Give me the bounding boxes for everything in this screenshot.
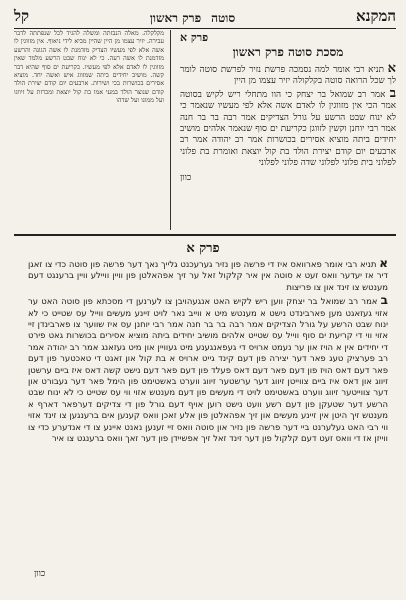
translation-paragraph — [28, 295, 388, 444]
header-tractate: סוטה — [211, 11, 236, 25]
tractate-title: מסכת סוטה פרק ראשון — [232, 45, 344, 59]
mishna-text — [180, 63, 396, 170]
mishna-paragraph-2: אמר רב שמואל בר יצחק כי הוו מתחלי ריש לקיש בסוטה אמר הכי אין מזווגין לו לאדם אשה אלא לפי מעשיו שנאמר כי לא ינוח שבט הרשע על גורל הצדיקים אמר רבה בר בר חנה אמר רבי יוחנן וקשין לזווגן כקריעת ים סוף שנאמר אלהים מושיב יחידים ביתה מוציא אסירים בכושרות אמר רב יהודה אמר רב ארבעים יום קודם יצירת הולד בת קול יוצאת ואומרת בת פלוני לפלוני בית פלוני לפלוני שדה פלוני לפלוני — [180, 89, 396, 169]
column-divider — [170, 30, 171, 230]
translation-paragraph-2: אמר רב שמואל בר יצחק ווען ריש לקיש האט אנגעהויבן צו לערנען די מסכתא פון סוטה האט ער אזוי געזאגט מען פארבינדט נישט א מענטש מיט א ווייב נאר לויט זיינע מעשים ווייל עס שטייט כי לא ינוח שבט הרשע על גורל הצדיקים אמר רבה בר בר חנה אמר רבי יוחנן עס איז שווער צו פארבינדן זיי אזוי ווי די קריעת ים סוף ווייל עס שטייט אלהים מושיב יחידים ביתה מוציא אסירים בכושרות גאט פירט די יחידים אין א הויז און ער נעמט ארויס די געפאנגענע מיט געוויין און מיט געזאנג אמר רב יהודה אמר רב פערציק טעג פאר דער יצירה פון דעם קינד גייט ארויס א בת קול און זאגט די טאכטער פון דעם פאר דעם דאס הויז פון דעם פאר דעם דאס פעלד פון דעם פאר דעם נישט קשה דאס איז ביים ערשטן זיווג און דאס איז ביים צווייטן זיווג דער ערשטער זיווג ווערט באשטימט פון הימל פאר דער געבורט און דער צווייטער זיווג ווערט באשטימט לויט די מעשים פון דעם מענטש אזוי ווי עס שטייט כי לא ינוח שבט הרשע דער שטעקן פון דעם רשע וועט נישט רוען אויף דעם גורל פון די צדיקים דערפאר דארף א מענטש זיך היטן אין זיינע מעשים און זיך אפהאלטן פון אלע זאכן וואס קענען אים ברענגען צו זינד אזוי ווי רבי האט געלערנט ביי דער פרשה פון נזיר און סוטה וואס זיי זענען נאנט איינע צו די אנדערע כדי צו ווייזן אז די וואס זעט דעם קלקול פון דער זינד זאל זיך אפשיידן פון דער זאך וואס ברענגט צו איר — [28, 296, 388, 444]
footer-catchword: כוון — [34, 569, 46, 579]
commentary-column — [14, 30, 164, 230]
mishna-letter-2: ב — [389, 85, 396, 101]
upper-section — [14, 30, 396, 230]
translation-letter-1: א — [379, 258, 388, 270]
perek-label: פרק א — [180, 31, 209, 44]
book-title: המקנא — [355, 7, 396, 25]
section-rule — [14, 234, 396, 236]
commentary-text: מקלקלה. מאלה הנבזתה ומשלה להגיד לכל שנפתתה לדבר עבירה. יזיר עצמו מן היין שהיין מביא לידי ניאוף. אין מזווגין לו אשה אלא לפי מעשיו הצדיק מזדמנת לו אשה הגונה והרשע מזדמנת לו אשה רעה. כי לא ינוח שבט הרשע מלמד שאין מזווגין לו לאדם אלא לפי מעשיו. כקריעת ים סוף שהיא דבר קשה. מושיב יחידים ביתה שמזווג איש ואשה יחד. מוציא אסירים בכושרות בכי ושירות. ארבעים יום קודם יצירת הולד קודם שנוצר הולד במעי אמו בת קול יוצאת ומכרזת על זיווגו ועל ממונו ועל שדהו — [14, 30, 164, 105]
translation-paragraph — [28, 258, 388, 293]
running-header — [14, 4, 396, 26]
translation-perek-heading: פרק א — [186, 241, 220, 256]
header-center — [150, 11, 235, 26]
translation-text — [28, 258, 388, 566]
mishna-letter-1: א — [387, 61, 397, 76]
header-chapter: פרק ראשון — [149, 11, 202, 25]
translation-paragraph-1: תניא רבי אומר פארוואס איז די פרשה פון נזיר גערעכנט גלייך נאך דער פרשה פון סוטה כדי צו זאגן דיר אז יעדער וואס זעט א סוטה אין איר קלקול זאל ער זיך אפהאלטן פון וויין וויילע וויין ברענגט דעם מענטש צו זינד און צו פריצות — [28, 259, 388, 292]
page-number: קל — [14, 7, 30, 25]
header-rule — [14, 28, 396, 29]
translation-letter-2: ב — [380, 293, 388, 308]
mishna-paragraph-1: תניא רבי אומר למה נסמכה פרשת נזיר לפרשת סוטה לומר לך שכל הרואה סוטה בקלקולה יזיר עצמו מן היין — [180, 65, 396, 87]
mishna-column — [180, 30, 396, 230]
upper-catchword: כוון — [180, 172, 192, 183]
